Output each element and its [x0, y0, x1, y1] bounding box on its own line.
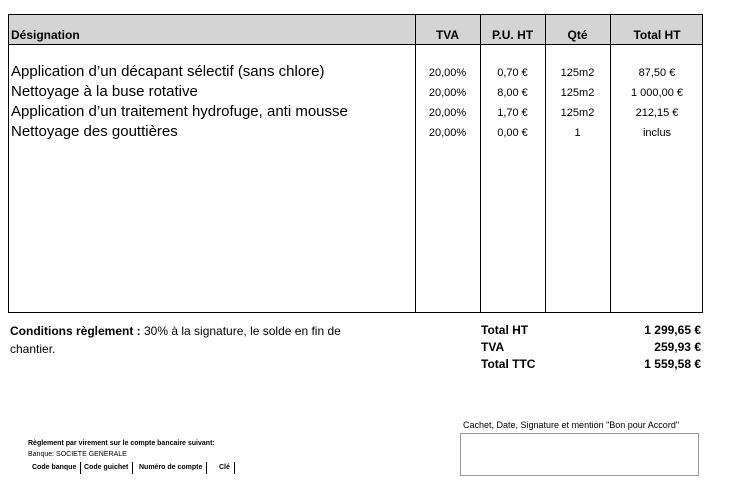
table-row — [9, 102, 702, 122]
row-designation: Application d’un traitement hydrofuge, anti mousse — [11, 103, 348, 120]
column-divider — [610, 15, 611, 312]
row-pu-ht: 8,00 € — [497, 87, 528, 99]
table-row — [9, 62, 702, 82]
row-tva: 20,00% — [428, 87, 467, 99]
totals-block — [481, 322, 701, 373]
row-tva: 20,00% — [428, 127, 467, 139]
bank-col-cle: Clé — [215, 462, 235, 474]
tva-label: TVA — [481, 340, 505, 354]
conditions-label: Conditions règlement : — [10, 324, 141, 338]
row-designation: Nettoyage à la buse rotative — [11, 83, 198, 100]
bank-columns — [28, 462, 288, 474]
row-designation: Application d’un décapant sélectif (sans chlore) — [11, 63, 325, 80]
row-designation: Nettoyage des gouttières — [11, 123, 178, 140]
bank-col-numero-compte: Numéro de compte — [135, 462, 207, 474]
bank-col-code-banque: Code banque — [28, 462, 81, 474]
row-total-ht: inclus — [642, 127, 672, 139]
bank-title: Règlement par virement sur le compte bancaire suivant: — [28, 440, 215, 447]
column-divider — [480, 15, 481, 312]
bank-details — [28, 439, 288, 474]
table-header — [9, 15, 702, 45]
bank-col-code-guichet: Code guichet — [80, 462, 133, 474]
total-row — [481, 356, 701, 373]
header-total-ht: Total HT — [633, 28, 681, 42]
signature-box[interactable] — [460, 433, 699, 476]
row-qte: 1 — [574, 127, 581, 139]
row-pu-ht: 0,70 € — [497, 67, 528, 79]
header-qte: Qté — [567, 28, 588, 42]
header-designation: Désignation — [11, 28, 80, 42]
quote-table — [8, 14, 703, 313]
row-qte: 125m2 — [560, 67, 595, 79]
row-tva: 20,00% — [428, 67, 467, 79]
header-pu-ht: P.U. HT — [491, 28, 534, 42]
table-row — [9, 82, 702, 102]
table-row — [9, 122, 702, 142]
total-row — [481, 339, 701, 356]
row-pu-ht: 0,00 € — [497, 127, 528, 139]
total-ht-value: 1 299,65 € — [644, 323, 701, 337]
row-qte: 125m2 — [560, 107, 595, 119]
total-row — [481, 322, 701, 339]
tva-value: 259,93 € — [654, 340, 701, 354]
column-divider — [415, 15, 416, 312]
row-qte: 125m2 — [560, 87, 595, 99]
row-total-ht: 212,15 € — [635, 107, 679, 119]
row-total-ht: 1 000,00 € — [631, 87, 683, 99]
conditions-text: 30% à la signature, le solde en fin de chantier. — [10, 324, 341, 356]
header-tva: TVA — [435, 28, 460, 42]
total-ttc-value: 1 559,58 € — [644, 357, 701, 371]
row-total-ht: 87,50 € — [638, 67, 676, 79]
payment-conditions — [10, 322, 355, 358]
row-tva: 20,00% — [428, 107, 467, 119]
bank-name: Banque: SOCIETE GENERALE — [28, 451, 127, 458]
total-ttc-label: Total TTC — [481, 357, 536, 371]
stamp-label: Cachet, Date, Signature et mention "Bon pour Accord" — [463, 420, 680, 430]
column-divider — [545, 15, 546, 312]
total-ht-label: Total HT — [481, 323, 529, 337]
row-pu-ht: 1,70 € — [497, 107, 528, 119]
